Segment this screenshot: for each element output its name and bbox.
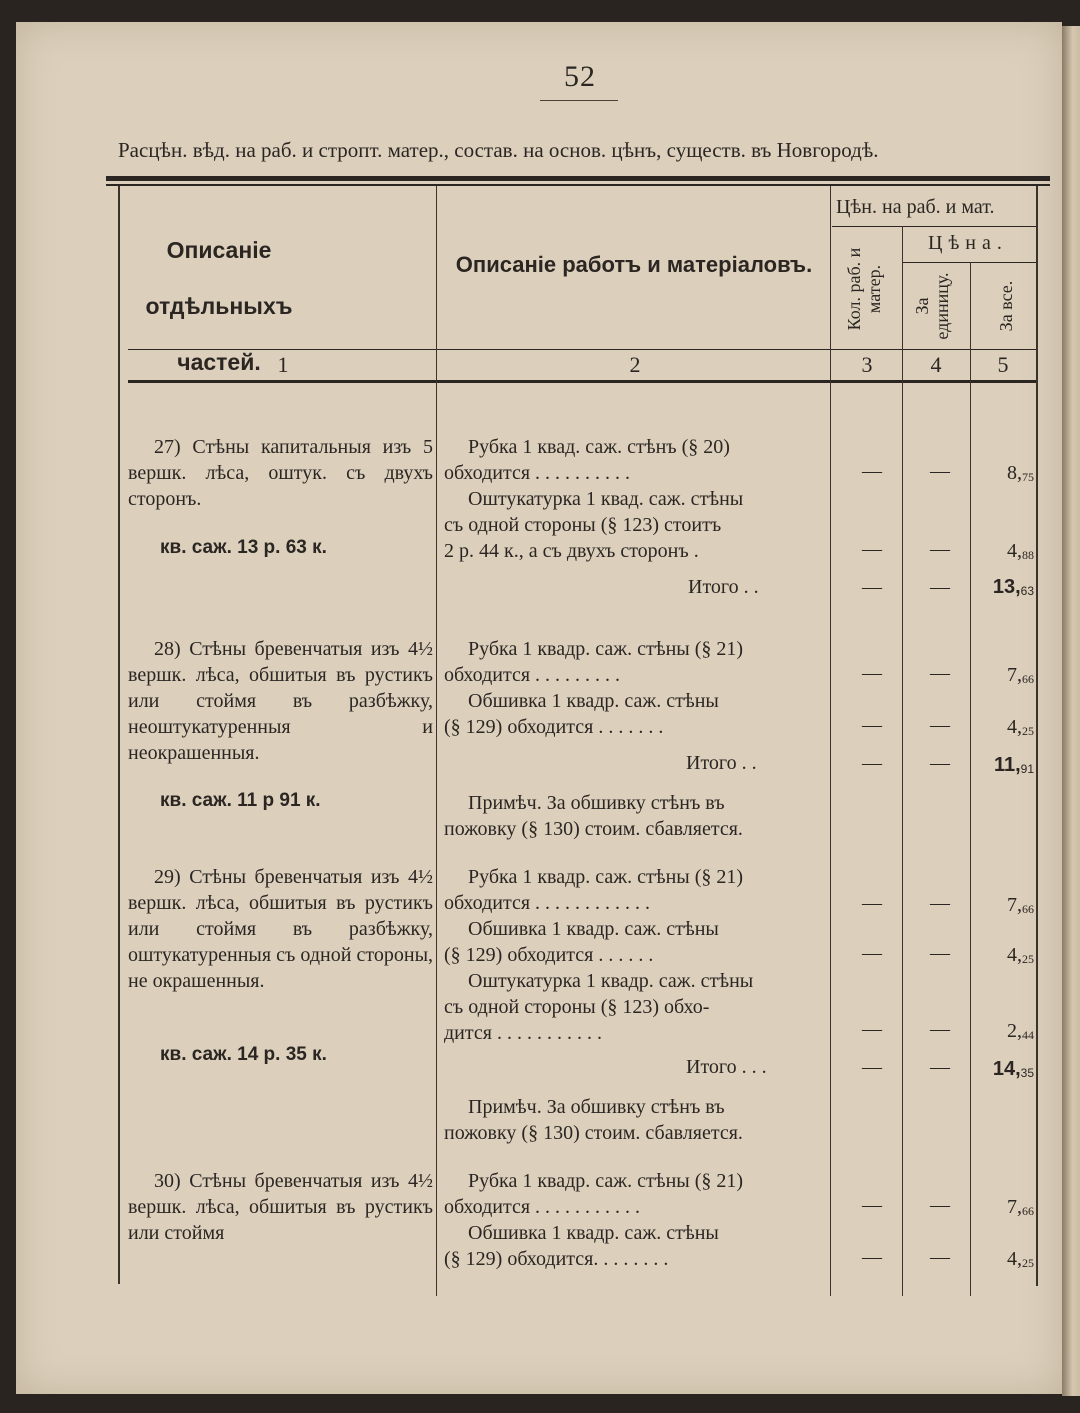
- entry-29-dash: —: [862, 942, 882, 964]
- entry-27-price: кв. саж. 13 р. 63 к.: [160, 537, 327, 558]
- entry-28-dash: —: [862, 662, 882, 684]
- page-number: 52: [564, 60, 596, 93]
- entry-28-value-2: $4,_{25}$: [1007, 716, 1034, 738]
- header-group: Цѣн. на раб. и мат.: [836, 196, 995, 218]
- entry-28-dash: —: [930, 752, 950, 774]
- col-number-1: 1: [277, 352, 289, 377]
- entry-28-value-1: $7,_{66}$: [1007, 664, 1034, 686]
- entry-29-value-1: $7,_{66}$: [1007, 894, 1034, 916]
- entry-27-value-2: $4,_{88}$: [1007, 540, 1034, 562]
- entry-28-dash: —: [930, 662, 950, 684]
- col1-divider: [436, 186, 437, 1296]
- entry-30-value-1: $7,_{66}$: [1007, 1196, 1034, 1218]
- entry-29-total: $14,_{35}$: [992, 1058, 1034, 1080]
- entry-30-dash: —: [930, 1246, 950, 1268]
- entry-28-total: $11,_{91}$: [993, 754, 1034, 776]
- col-number-2: 2: [629, 352, 641, 377]
- header-col2: Описаніе работъ и матеріаловъ.: [455, 252, 813, 277]
- entry-27-dash: —: [862, 538, 882, 560]
- entry-30-works: Рубка 1 квадр. саж. стѣны (§ 21) обходится . . . . . . . . . . . Обшивка 1 квадр. саж. стѣны (§ 129) обходится. . . . . . . .: [444, 1170, 744, 1270]
- entry-29-value-2: $4,_{25}$: [1007, 944, 1034, 966]
- col-number-4: 4: [930, 352, 942, 377]
- header-col1: Описаніе отдѣльныхъ частей.: [145, 237, 293, 375]
- col4-divider: [970, 262, 971, 1296]
- running-head: Расцѣн. вѣд. на раб. и стропт. матер., состав. на основ. цѣнъ, существ. въ Новгородѣ.: [118, 138, 879, 162]
- entry-28-note: Примѣч. За обшивку стѣнъ въ пожовку (§ 130) стоим. сбавляется.: [444, 792, 743, 840]
- entry-30-value-2: $4,_{25}$: [1007, 1248, 1034, 1270]
- header-col5: За все.: [996, 280, 1016, 332]
- entry-30-description: 30) Стѣны бревенчатыя изъ 4½ вершк. лѣса, обшитыя въ рустикъ или стоймя: [128, 1170, 433, 1244]
- entry-30-dash: —: [930, 1194, 950, 1216]
- col3-divider: [902, 226, 903, 1296]
- right-border: [1036, 186, 1038, 1286]
- page-number-rule: [540, 100, 618, 101]
- entry-27-total: $13,_{63}$: [992, 576, 1034, 598]
- entry-30-dash: —: [862, 1246, 882, 1268]
- entry-29-note: Примѣч. За обшивку стѣнъ въ пожовку (§ 130) стоим. сбавляется.: [444, 1096, 743, 1144]
- entry-27-dash: —: [862, 460, 882, 482]
- entry-28-total-label: Итого . .: [686, 752, 757, 774]
- entry-27-description: 27) Стѣны капитальныя изъ 5 вершк. лѣса, оштук. съ двухъ сторонъ.: [128, 436, 433, 510]
- col-number-3: 3: [861, 352, 873, 377]
- header-col4: За единицу.: [912, 272, 952, 340]
- entry-27-works: Рубка 1 квад. саж. стѣнъ (§ 20) обходится . . . . . . . . . . Оштукатурка 1 квад. саж. стѣны съ одной стороны (§ 123) стоитъ 2 р. 44 к., а съ двухъ сторонъ .: [444, 436, 744, 562]
- facing-page-edge: [1062, 26, 1080, 1396]
- entry-27-total-label: Итого . .: [688, 576, 759, 598]
- entry-28-dash: —: [862, 752, 882, 774]
- entry-29-dash: —: [862, 1056, 882, 1078]
- entry-28-description: 28) Стѣны бревенчатыя изъ 4½ вершк. лѣса, обшитыя въ рустикъ или стоймя въ разбѣжку, неоштукатуренныя и неокрашенныя.: [128, 638, 433, 764]
- entry-28-price: кв. саж. 11 р 91 к.: [160, 790, 321, 811]
- col2-divider: [830, 186, 831, 1296]
- entry-29-total-label: Итого . . .: [686, 1056, 767, 1078]
- left-border: [118, 186, 120, 1284]
- entry-28-dash: —: [862, 714, 882, 736]
- entry-30-dash: —: [862, 1194, 882, 1216]
- entry-28-works: Рубка 1 квадр. саж. стѣны (§ 21) обходится . . . . . . . . . Обшивка 1 квадр. саж. стѣны (§ 129) обходится . . . . . . .: [444, 638, 744, 738]
- entry-29-value-3: $2,_{44}$: [1007, 1020, 1034, 1042]
- entry-27-dash: —: [862, 576, 882, 598]
- entry-29-description: 29) Стѣны бревенчатыя изъ 4½ вершк. лѣса, обшитыя въ рустикъ или стоймя въ разбѣжку, оштукатуренныя съ одной стороны, не окрашенныя.: [128, 866, 433, 992]
- entry-29-dash: —: [930, 1018, 950, 1040]
- header-price-group: Цѣна.: [928, 232, 1008, 254]
- entry-29-price: кв. саж. 14 р. 35 к.: [160, 1044, 327, 1065]
- group-rule: [832, 226, 1038, 227]
- col-number-5: 5: [997, 352, 1009, 377]
- entry-27-dash: —: [930, 576, 950, 598]
- header-col3: Кол. раб. и матер.: [844, 247, 884, 331]
- entry-27-dash: —: [930, 538, 950, 560]
- entry-27-value-1: $8,_{75}$: [1007, 462, 1034, 484]
- entry-28-dash: —: [930, 714, 950, 736]
- top-thin-rule: [106, 184, 1050, 186]
- entry-27-dash: —: [930, 460, 950, 482]
- entry-29-works: Рубка 1 квадр. саж. стѣны (§ 21) обходится . . . . . . . . . . . . Обшивка 1 квадр. саж. стѣны (§ 129) обходится . . . . . . Оштукатурка 1 квадр. саж. стѣны съ одной стороны (§ 123) обхо- дится . . . . . . . . . . .: [444, 866, 754, 1044]
- entry-29-dash: —: [930, 892, 950, 914]
- entry-29-dash: —: [930, 1056, 950, 1078]
- entry-29-dash: —: [862, 1018, 882, 1040]
- top-double-rule: [106, 176, 1050, 181]
- entry-29-dash: —: [862, 892, 882, 914]
- entry-29-dash: —: [930, 942, 950, 964]
